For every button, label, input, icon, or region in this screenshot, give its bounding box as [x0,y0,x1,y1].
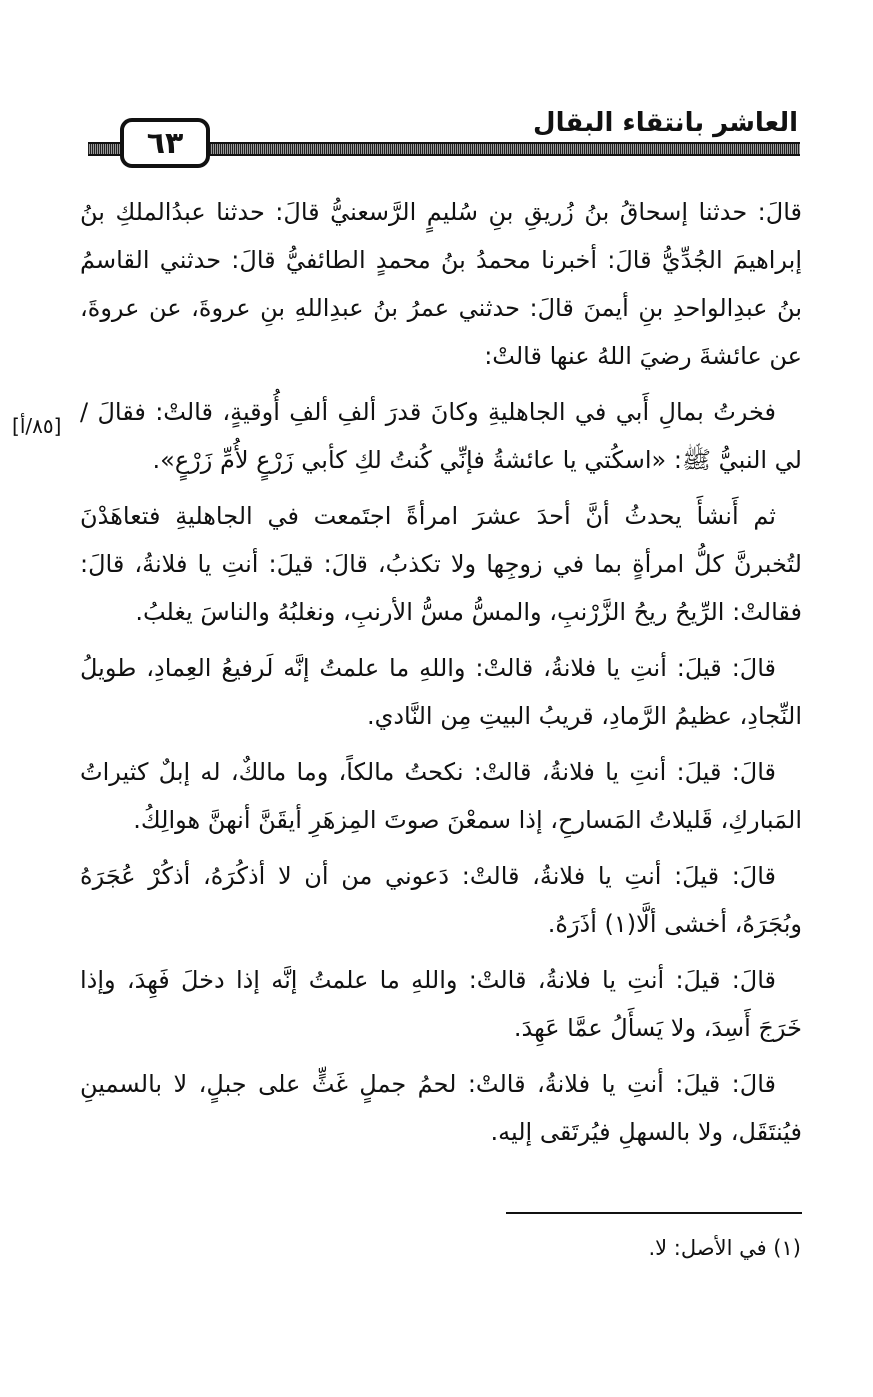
paragraph-2: فخرتُ بمالِ أَبي في الجاهليةِ وكانَ قدرَ ألفِ ألفِ أُوقيةٍ، قالتْ: فقالَ / لي النبيُّ ﷺ: «اسكُتي يا عائشةُ فإنِّي كُنتُ لكِ كأبي زَرْعٍ لأُمِّ زَرْعٍ». [80,398,802,474]
footnote: (١) في الأصل: لا. [648,1236,801,1260]
paragraph-3: ثم أَنشأَ يحدثُ أنَّ أحدَ عشرَ امرأةً اجتَمعت في الجاهليةِ فتعاهَدْنَ لتُخبرنَّ كلُّ امرأةٍ بما في زوجِها ولا تكذبُ، قالَ: قيلَ: أنتِ يا فلانةُ، قالَ: فقالتْ: الرِّيحُ ريحُ الزَّرْنبِ، والمسُّ مسُّ الأرنبِ، ونغلبُهُ والناسَ يغلبُ. [80,502,802,626]
running-title: العاشر بانتقاء البقال [533,108,798,138]
paragraph-4: قالَ: قيلَ: أنتِ يا فلانةُ، قالتْ: واللهِ ما علمتُ إنَّه لَرفيعُ العِمادِ، طويلُ النِّجادِ، عظيمُ الرَّمادِ، قريبُ البيتِ مِن النَّادي. [80,654,802,730]
main-text [80,188,802,1164]
paragraph-8: قالَ: قيلَ: أنتِ يا فلانةُ، قالتْ: لحمُ جملٍ غَثٍّ على جبلٍ، لا بالسمينِ فيُنتَقَل، ولا بالسهلِ فيُرتَقى إليه. [80,1070,802,1146]
page-number: ٦٣ [120,118,210,168]
paragraph-6: قالَ: قيلَ: أنتِ يا فلانةُ، قالتْ: دَعوني من أن لا أذكُرَهُ، أذكُرْ عُجَرَهُ وبُجَرَهُ، أخشى ألَّا(١) أذَرَهُ. [80,862,802,938]
paragraph-7: قالَ: قيلَ: أنتِ يا فلانةُ، قالتْ: واللهِ ما علمتُ إنَّه إذا دخلَ فَهِدَ، وإذا خَرَجَ أَسِدَ، ولا يَسأَلُ عمَّا عَهِدَ. [80,966,802,1042]
margin-folio-marker: [٨٥/أ] [12,414,62,438]
page-header [0,0,873,180]
paragraph-isnad: قالَ: حدثنا إسحاقُ بنُ زُريقِ بنِ سُليمٍ الرَّسعنيُّ قالَ: حدثنا عبدُالملكِ بنُ إبراهيمَ الجُدِّيُّ قالَ: أخبرنا محمدُ بنُ محمدٍ الطائفيُّ قالَ: حدثني القاسمُ بنُ عبدِالواحدِ بنِ أيمنَ قالَ: حدثني عمرُ بنُ عبدِاللهِ بنِ عروةَ، عن عروةَ، عن عائشةَ رضيَ اللهُ عنها قالتْ: [80,198,802,370]
footnote-separator [506,1212,802,1214]
paragraph-5: قالَ: قيلَ: أنتِ يا فلانةُ، قالتْ: نكحتُ مالكاً، وما مالكٌ، له إبلٌ كثيراتُ المَباركِ، قَليلاتُ المَسارحِ، إذا سمعْنَ صوتَ المِزهَرِ أيقَنَّ أنهنَّ هوالِكُ. [80,758,802,834]
